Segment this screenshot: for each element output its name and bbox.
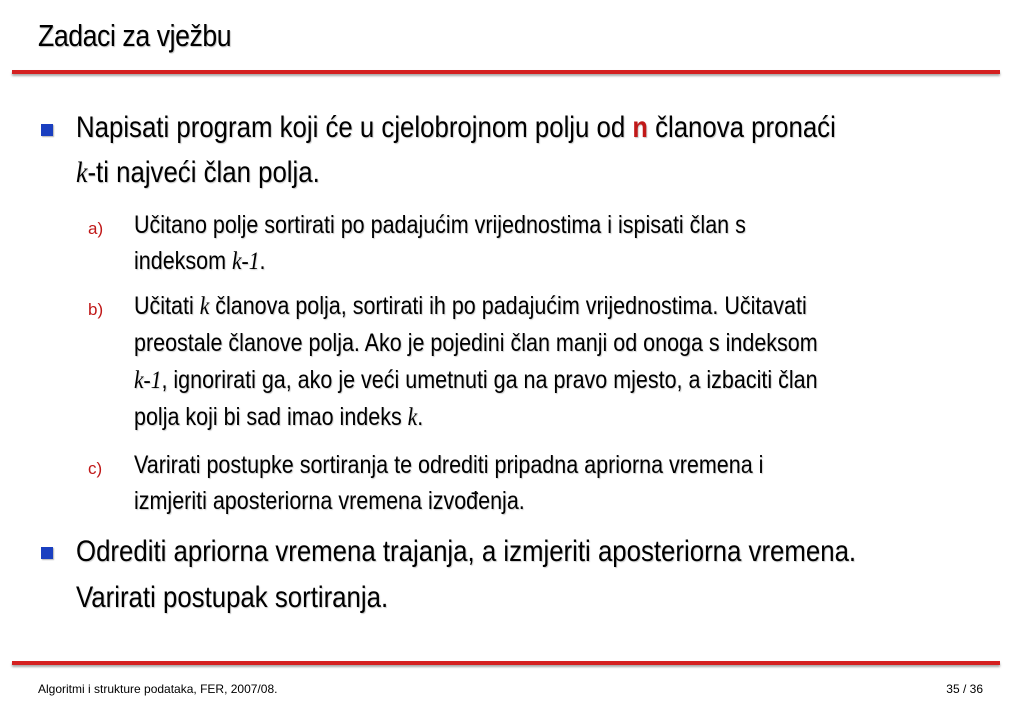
- subitem-b-text-c: , ignorirati ga, ako je veći umetnuti ga na pravo mjesto, a izbaciti član: [161, 366, 818, 394]
- bullet-1-text-a: Napisati program koji će u cjelobrojnom polju od: [76, 111, 633, 144]
- bullet-1-text-b: članova pronaći: [647, 111, 836, 144]
- var-k: k: [76, 156, 88, 189]
- title-divider: [12, 70, 1000, 74]
- bullet-1-line-2: [76, 153, 320, 193]
- footer-divider: [12, 661, 1000, 665]
- subitem-b-line-2: preostale članove polja. Ako je pojedini član manji od onoga s indeksom: [134, 329, 818, 357]
- subitem-a-line-1: Učitano polje sortirati po padajućim vrijednostima i ispisati član s: [134, 211, 746, 239]
- subitem-b-line-3: [134, 363, 818, 398]
- slide-title: Zadaci za vježbu: [38, 18, 232, 53]
- page-number: 35 / 36: [946, 682, 983, 696]
- bullet-2-line-1: Odrediti apriorna vremena trajanja, a izmjeriti aposteriorna vremena.: [76, 535, 857, 568]
- subitem-b-text-d: polja koji bi sad imao indeks: [134, 403, 408, 431]
- subitem-c-marker: c): [88, 459, 103, 478]
- bullet-1-text-c: -ti najveći član polja.: [87, 156, 320, 189]
- code-n: n: [632, 113, 648, 147]
- subitem-b-text-b: članova polja, sortirati ih po padajućim vrijednostima. Učitavati: [209, 292, 807, 320]
- var-k: k: [407, 404, 418, 431]
- bullet-1-icon: [41, 124, 53, 136]
- subitem-a-marker: a): [88, 219, 104, 238]
- bullet-2-line-2: Varirati postupak sortiranja.: [76, 581, 389, 614]
- var-k-1: k-1: [134, 367, 162, 394]
- subitem-c-line-2: izmjeriti aposteriorna vremena izvođenja.: [134, 487, 525, 515]
- subitem-a-period: .: [259, 247, 266, 275]
- var-k-1: k-1: [231, 248, 260, 275]
- bullet-1-line-1: [76, 108, 836, 150]
- footer-course: Algoritmi i strukture podataka, FER, 2007/08.: [38, 682, 278, 696]
- subitem-b-text-a: Učitati: [134, 292, 200, 320]
- subitem-c-line-1: Varirati postupke sortiranja te odrediti pripadna apriorna vremena i: [134, 451, 764, 479]
- subitem-b-marker: b): [88, 300, 104, 319]
- subitem-a-line-2: [134, 244, 265, 279]
- var-k: k: [199, 293, 210, 320]
- subitem-b-period: .: [417, 403, 424, 431]
- bullet-2-icon: [41, 547, 53, 559]
- subitem-b-line-4: [134, 400, 423, 435]
- subitem-a-text: indeksom: [134, 247, 232, 275]
- subitem-b-line-1: [134, 289, 807, 324]
